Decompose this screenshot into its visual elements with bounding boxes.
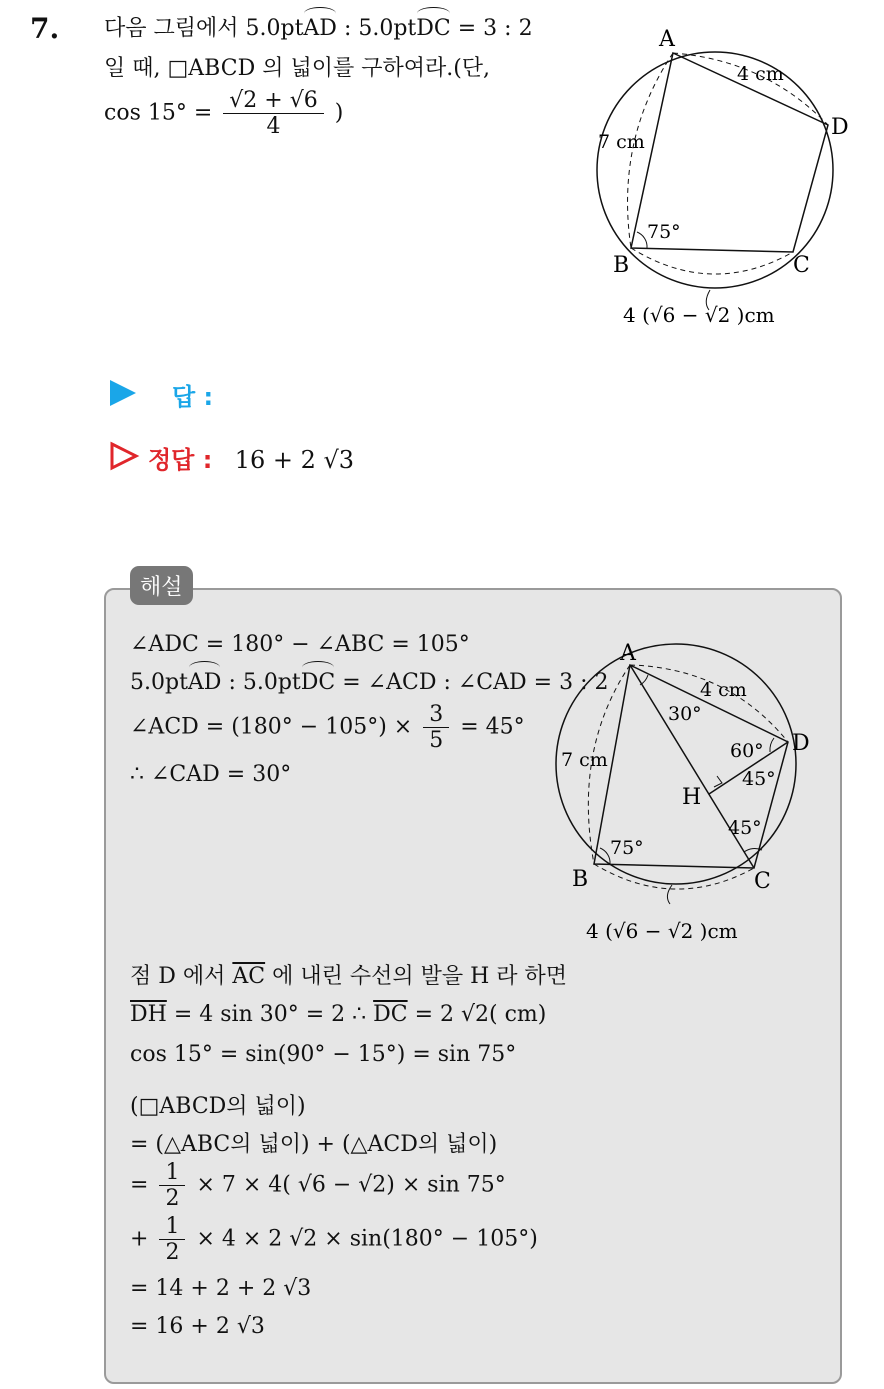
answer-label: 답 : <box>172 383 214 411</box>
angle-b-label: 75° <box>647 221 681 243</box>
fraction-denominator: 2 <box>165 1186 180 1211</box>
side-ab-label: 7 cm <box>598 131 645 153</box>
fraction-3-5 <box>423 702 449 753</box>
fraction-numerator: √2 + √6 <box>223 88 323 114</box>
question-line-3 <box>104 88 343 139</box>
vertex-a-label: A <box>659 27 675 52</box>
closing-paren: ) <box>334 100 344 126</box>
side-bc-label: 4 (√6 − √2 )cm <box>623 303 775 327</box>
correct-answer-row <box>148 440 354 475</box>
question-line-1 <box>104 14 533 44</box>
arc-ad: AD <box>188 668 222 698</box>
solution-line: ∴ ∠CAD = 30° <box>130 762 292 787</box>
vertex-a-label: A <box>620 641 636 666</box>
vertex-c-label: C <box>754 869 771 894</box>
solution-text: ∠ACD = (180° − 105°) × <box>130 714 413 740</box>
side-ad-label: 4 cm <box>700 679 747 701</box>
solution-text: = <box>130 1172 149 1198</box>
solution-text: 점 D 에서 <box>130 964 233 989</box>
solution-line <box>130 1160 506 1211</box>
solution-line: = 16 + 2 √3 <box>130 1314 265 1339</box>
answer-marker-icon <box>110 380 136 406</box>
solution-text: 에 내린 수선의 발을 H 라 하면 <box>265 964 568 989</box>
side-bc-label: 4 (√6 − √2 )cm <box>586 919 738 943</box>
solution-line: ∠ADC = 180° − ∠ABC = 105° <box>130 632 470 657</box>
solution-text: : 5.0pt <box>221 670 301 695</box>
vertex-b-label: B <box>572 867 589 892</box>
segment-dc: $\overline{DC}$ <box>373 1002 408 1027</box>
arc-ad: AD <box>303 14 337 44</box>
solution-text: = 2 √2( cm) <box>407 1002 547 1027</box>
solution-line: = (△ABC의 넓이) + (△ACD의 넓이) <box>130 1132 498 1157</box>
side-ad-label: 4 cm <box>737 63 784 85</box>
angle-d2-label: 45° <box>742 768 776 790</box>
angle-b-arc <box>637 232 647 248</box>
pointer-line <box>667 885 672 904</box>
angle-c-label: 45° <box>728 817 762 839</box>
fraction-numerator: 1 <box>159 1160 185 1186</box>
vertex-d-label: D <box>831 115 849 140</box>
solution-line: cos 15° = sin(90° − 15°) = sin 75° <box>130 1042 517 1067</box>
vertex-b-label: B <box>613 253 630 278</box>
angle-d-arc <box>770 738 774 752</box>
fraction-numerator: 1 <box>159 1214 185 1240</box>
solution-text: + <box>130 1226 149 1252</box>
question-text: : 5.0pt <box>336 16 417 41</box>
fraction-denominator: 5 <box>429 728 444 753</box>
solution-text: 5.0pt <box>130 670 188 695</box>
correct-answer-value: 16 + 2 √3 <box>234 446 355 474</box>
solution-line <box>130 668 608 698</box>
solution-line <box>130 1000 546 1030</box>
arc-dc: DC <box>301 668 335 698</box>
fraction-1-2 <box>159 1214 185 1265</box>
quadrilateral-figure <box>585 20 875 340</box>
solution-figure <box>548 640 838 950</box>
solution-text: = 4 sin 30° = 2 ∴ <box>166 1002 374 1027</box>
solution-line <box>130 962 567 992</box>
arc-dc: DC <box>416 14 450 44</box>
segment-ac: $\overline{AC}$ <box>232 964 266 989</box>
question-number: 7. <box>30 12 60 45</box>
solution-text: = ∠ACD : ∠CAD = 3 : 2 <box>335 670 609 695</box>
fraction-denominator: 4 <box>266 114 281 139</box>
solution-text: × 7 × 4( √6 − √2) × sin 75° <box>196 1172 506 1198</box>
vertex-d-label: D <box>792 731 810 756</box>
side-ab-label: 7 cm <box>561 749 608 771</box>
solution-line: (□ABCD의 넓이) <box>130 1094 306 1119</box>
solution-text: = 45° <box>460 714 525 740</box>
solution-line <box>130 1214 538 1265</box>
question-text: 다음 그림에서 5.0pt <box>104 16 304 41</box>
solution-line: = 14 + 2 + 2 √3 <box>130 1276 312 1301</box>
solution-tag: 해설 <box>130 566 193 605</box>
solution-text: × 4 × 2 √2 × sin(180° − 105°) <box>196 1226 538 1252</box>
angle-a-label: 30° <box>668 703 702 725</box>
fraction-numerator: 3 <box>423 702 449 728</box>
solution-line <box>130 702 525 753</box>
angle-b-label: 75° <box>610 837 644 859</box>
question-text: = 3 : 2 <box>450 16 533 41</box>
cos-label: cos 15° = <box>104 100 213 126</box>
fraction-denominator: 2 <box>165 1240 180 1265</box>
fraction-1-2 <box>159 1160 185 1211</box>
vertex-c-label: C <box>793 253 810 278</box>
cos-fraction <box>223 88 323 139</box>
angle-d1-label: 60° <box>730 740 764 762</box>
question-line-2: 일 때, □ABCD 의 넓이를 구하여라.(단, <box>104 56 491 81</box>
point-h-label: H <box>682 785 702 810</box>
correct-label: 정답 : <box>148 446 213 474</box>
segment-dh: $\overline{DH}$ <box>130 1002 167 1027</box>
correct-marker-icon <box>110 441 140 471</box>
